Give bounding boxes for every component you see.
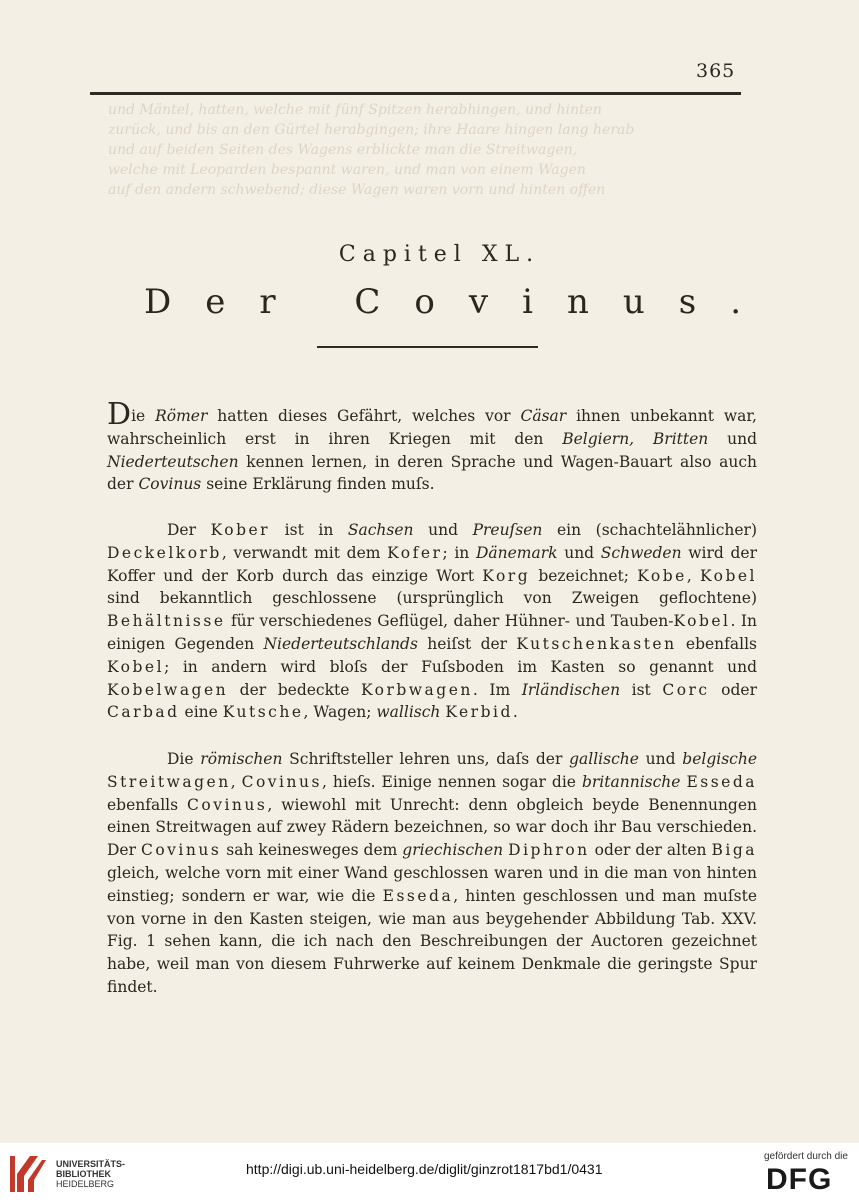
paragraph-3: Die römischen Schriftsteller lehren uns, daſs der gallische und belgische Streitwagen, Covinus, hieſs. Einige nennen sogar die britannische Esseda ebenfalls Covinus, wiewohl mit Unrecht: denn obgleich beyde Benennungen einen Streitwagen auf zwey Rädern bezeichnen, so war doch ihr Bau verschieden. Der Covinus sah keinesweges dem griechischen Diphron oder der alten Biga gleich, welche vorn mit einer Wand geschlossen waren und in die man von hinten einstieg; sondern er war, wie die Esseda, hinten geschlossen und man muſste von vorne in den Kasten steigen, wie man aus beygehender Abbildung Tab. XXV. Fig. 1 sehen kann, die ich nach den Beschreibungen der Auctoren gezeichnet habe, weil man von diesem Fuhrwerke auf keinem Denkmale die geringste Spur findet. [107,750,757,996]
drop-cap: D [107,397,132,432]
paragraph-1: Die Römer hatten dieses Gefährt, welches vor Cäsar ihnen unbekannt war, wahrscheinlich erst in ihren Kriegen mit den Belgiern, Britten und Niederteutschen kennen lernen, in deren Sprache und Wagen-Bauart also auch der Covinus seine Erklärung finden muſs. [107,397,757,494]
page-number: 365 [696,60,736,82]
logo-bar [10,1156,15,1192]
institution-name: UNIVERSITÄTS- BIBLIOTHEK HEIDELBERG [56,1159,126,1189]
permalink[interactable]: http://digi.ub.uni-heidelberg.de/diglit/ginzrot1817bd1/0431 [246,1161,603,1177]
title-rule [317,346,538,348]
dfg-logo: DFG [766,1163,833,1196]
header-rule [90,92,741,95]
chapter-title: Der Covinus. [143,282,776,322]
funded-by-label: gefördert durch die [764,1151,848,1162]
paragraph-2: Der Kober ist in Sachsen und Preuſsen ein (schachtelähnlicher) Deckelkorb, verwandt mit dem Kofer; in Dänemark und Schweden wird der Koffer und der Korb durch das einzige Wort Korg bezeichnet; Kobe, Kobel sind bekanntlich geschlossene (ursprünglich von Zweigen geflochtene) Behältnisse für verschiedenes Geflügel, daher Hühner- und Tauben-Kobel. In einigen Gegenden Niederteutschlands heiſst der Kutschenkasten ebenfalls Kobel; in andern wird bloſs der Fuſsboden im Kasten so genannt und Kobelwagen der bedeckte Korbwagen. Im Irländischen ist Corc oder Carbad eine Kutsche, Wagen; wallisch Kerbid. [107,521,758,722]
chapter-label: Capitel XL. [338,242,541,267]
bleed-through-text: und Mäntel, hatten, welche mit fünf Spitzen herabhingen, und hinten zurück, und bis an den Gürtel herabgingen; ihre Haare hingen lang herab und auf beiden Seiten des Wagens erblickte man die Streitwagen, welche mit Leoparden bespannt waren, und man von einem Wagen auf den andern schwebend; diese Wagen waren vorn und hinten offen [108,102,635,198]
viewer-footer [0,1143,859,1204]
university-logo-icon [8,1152,48,1196]
